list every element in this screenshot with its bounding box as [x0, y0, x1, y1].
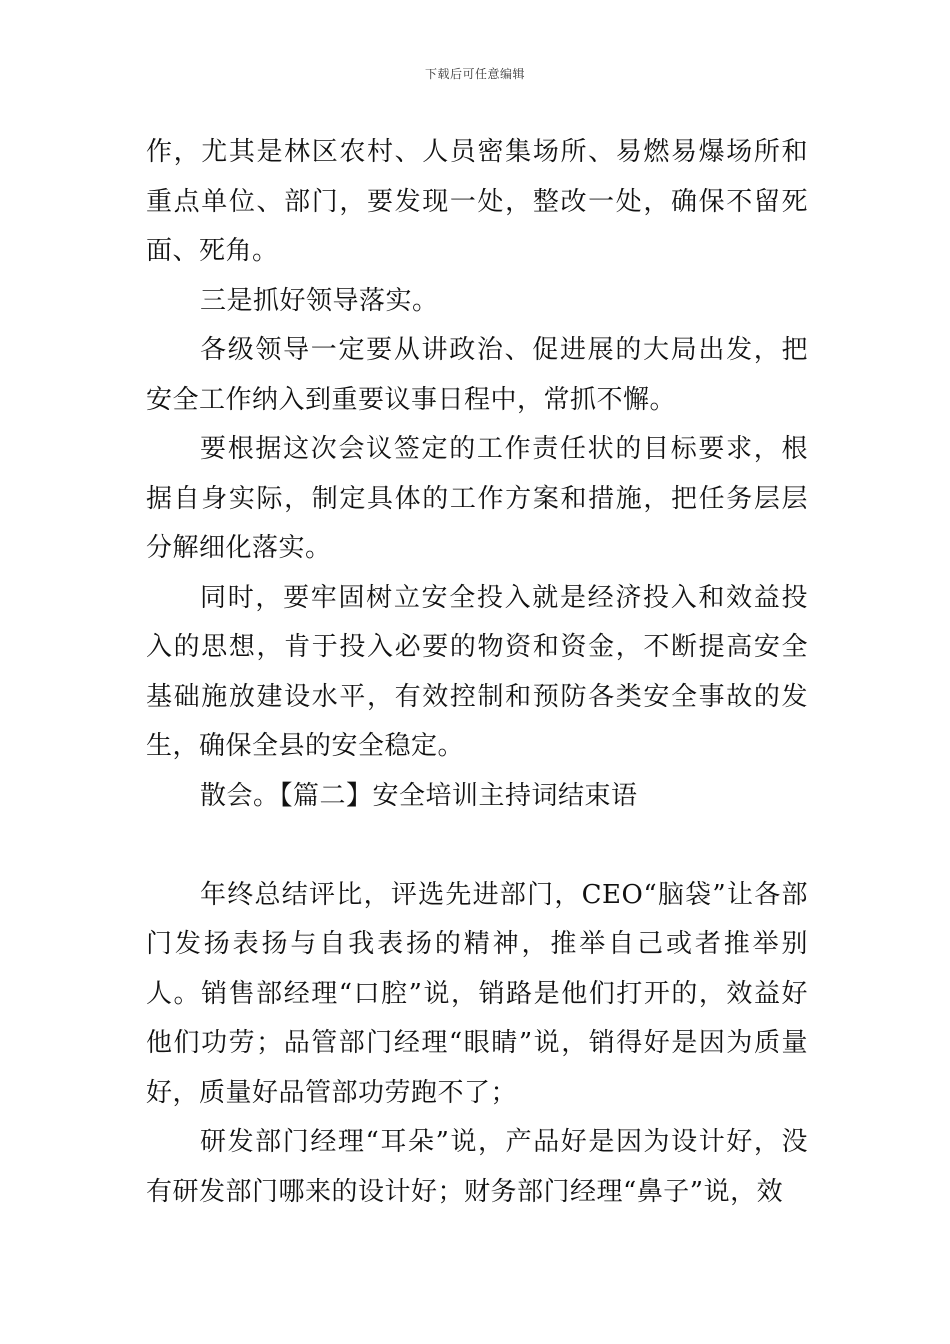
paragraph: 要根据这次会议签定的工作责任状的目标要求，根据自身实际，制定具体的工作方案和措施，把任务层层分解细化落实。: [146, 434, 808, 563]
document-body: [146, 128, 808, 1217]
paragraph-section-title: 散会。【篇二】安全培训主持词结束语: [200, 780, 638, 811]
paragraph: 同时，要牢固树立安全投入就是经济投入和效益投入的思想，肯于投入必要的物资和资金，不断提高安全基础施放建设水平，有效控制和预防各类安全事故的发生，确保全县的安全稳定。: [146, 582, 808, 761]
paragraph: 各级领导一定要从讲政治、促进展的大局出发，把安全工作纳入到重要议事日程中，常抓不懈。: [146, 335, 808, 415]
paragraph: 年终总结评比，评选先进部门，CEO“脑袋”让各部门发扬表扬与自我表扬的精神，推举自己或者推举别人。销售部经理“口腔”说，销路是他们打开的，效益好他们功劳；品管部门经理“眼睛”说，销得好是因为质量好，质量好品管部功劳跑不了；: [146, 879, 808, 1108]
blank-line: [146, 821, 808, 871]
paragraph-heading-three: 三是抓好领导落实。: [200, 285, 439, 316]
page-header: 下载后可任意编辑: [424, 67, 525, 81]
paragraph: 研发部门经理“耳朵”说，产品好是因为设计好，没有研发部门哪来的设计好；财务部门经理“鼻子”说，效: [146, 1127, 808, 1207]
paragraph-continuation: 作，尤其是林区农村、人员密集场所、易燃易爆场所和重点单位、部门，要发现一处，整改一处，确保不留死面、死角。: [146, 137, 808, 266]
